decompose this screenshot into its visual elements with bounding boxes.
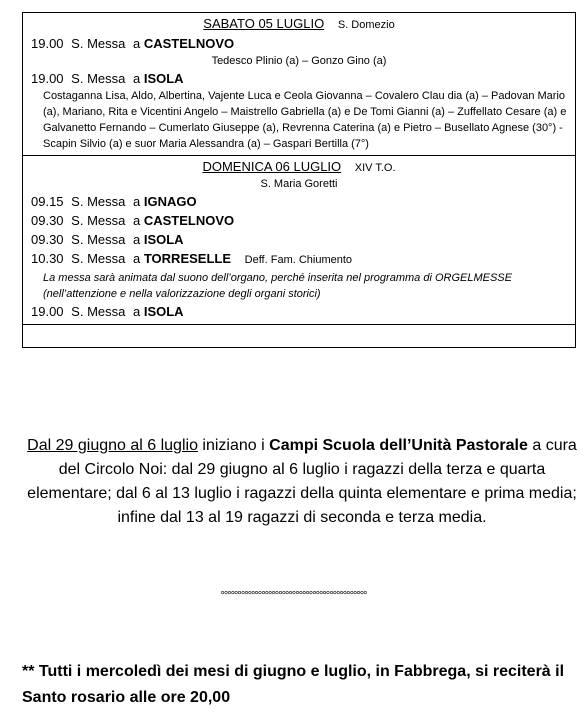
- mass-prep: a: [132, 304, 141, 319]
- saturday-title: SABATO 05 LUGLIO: [203, 16, 325, 31]
- mass-row: [31, 302, 567, 321]
- mass-prep: a: [132, 213, 141, 228]
- mass-place: CASTELNOVO: [143, 36, 235, 51]
- mass-label: S. Messa: [71, 251, 126, 266]
- mass-time: 10.30: [31, 251, 64, 266]
- mass-row: [31, 34, 567, 53]
- mass-time: 19.00: [31, 304, 64, 319]
- mass-time: 09.30: [31, 232, 64, 247]
- sunday-section: [23, 156, 575, 325]
- mass-place: IGNAGO: [143, 194, 197, 209]
- mass-label: S. Messa: [71, 304, 126, 319]
- sunday-saint: S. Maria Goretti: [260, 178, 338, 190]
- mass-schedule-table: [22, 12, 576, 348]
- mass-place: ISOLA: [143, 71, 184, 86]
- mass-place: CASTELNOVO: [143, 213, 235, 228]
- mass-prep: a: [132, 36, 141, 51]
- mass-prep: a: [132, 194, 141, 209]
- mass-prep: a: [132, 232, 141, 247]
- mass-label: S. Messa: [71, 36, 126, 51]
- mass-place: TORRESELLE: [143, 251, 232, 266]
- mass-place: ISOLA: [143, 232, 184, 247]
- mass-row: [31, 69, 567, 88]
- empty-row: [23, 325, 575, 347]
- mass-intentions: Tedesco Plinio (a) – Gonzo Gino (a): [211, 55, 387, 67]
- camp-dates: Dal 29 giugno al 6 luglio: [27, 437, 198, 454]
- mass-row: [31, 230, 567, 249]
- saturday-saint: S. Domezio: [337, 19, 395, 31]
- sunday-week: XIV T.O.: [354, 162, 396, 174]
- saturday-section: [23, 13, 575, 156]
- mass-row: [31, 249, 567, 270]
- separator-dots: °°°°°°°°°°°°°°°°°°°°°°°°°°°°°°°°°°°°°°°°°°°: [220, 590, 367, 602]
- mass-time: 19.00: [31, 36, 64, 51]
- mass-row: [31, 211, 567, 230]
- mass-place: ISOLA: [143, 304, 184, 319]
- rosary-notice: ** Tutti i mercoledì dei mesi di giugno e luglio, in Fabbrega, si reciterà il Santo rosario alle ore 20,00: [22, 663, 565, 706]
- mass-label: S. Messa: [71, 194, 126, 209]
- mass-prep: a: [132, 71, 141, 86]
- sunday-header: [31, 158, 567, 177]
- mass-label: S. Messa: [71, 232, 126, 247]
- mass-intentions: Costaganna Lisa, Aldo, Albertina, Vajente Luca e Ceola Giovanna – Covalero Clau dia (a) – Padovan Mario (a), Mariano, Rita e Vicentini Angelo – Maistrello Gabriella (a) e De Tomi Gianni (a) – Zuffellato Cesare (a) e Galvanetto Fernando – Cumerlato Giuseppe (a), Revrenna Caterina (a) e Pietro – Busellato Agnese (30°) - Scapin Silvio (a) e suor Maria Alessandra (a) – Gaspari Bertilla (7°): [43, 90, 567, 150]
- camp-begin: iniziano i: [202, 437, 265, 454]
- camp-title: Campi Scuola dell’Unità Pastorale: [269, 437, 528, 454]
- mass-time: 09.30: [31, 213, 64, 228]
- organ-note: La messa sarà animata dal suono dell’organo, perché inserita nel programma di ORGELMESSE (nell’attenzione e nella valorizzazione degli organi storici): [43, 272, 512, 300]
- mass-intention-extra: Deff. Fam. Chiumento: [244, 254, 353, 266]
- mass-time: 09.15: [31, 194, 64, 209]
- mass-row: [31, 192, 567, 211]
- mass-label: S. Messa: [71, 71, 126, 86]
- camp-announcement: [22, 434, 582, 530]
- camp-details: a cura del Circolo Noi: dal 29 giugno al 6 luglio i ragazzi della terza e quarta elementare; dal 6 al 13 luglio i ragazzi della quinta elementare e prima media; infine dal 13 al 19 ragazzi di seconda e terza media.: [27, 437, 577, 526]
- sunday-title: DOMENICA 06 LUGLIO: [202, 159, 342, 174]
- mass-prep: a: [132, 251, 141, 266]
- mass-label: S. Messa: [71, 213, 126, 228]
- mass-time: 19.00: [31, 71, 64, 86]
- saturday-header: [31, 15, 567, 34]
